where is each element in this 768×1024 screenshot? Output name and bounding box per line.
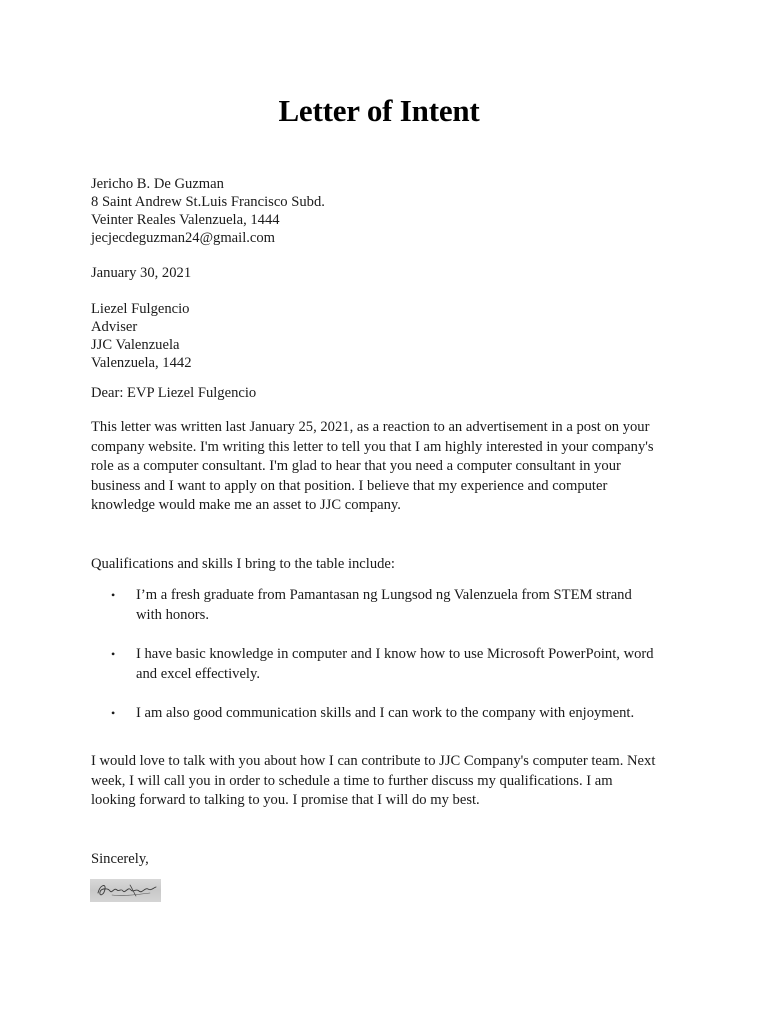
intro-line: This letter was written last January 25, 2021, as a reaction to an advertisement in a post on your	[91, 419, 650, 435]
intro-line: role as a computer consultant. I'm glad to hear that you need a computer consultant in your	[91, 458, 621, 474]
intro-line: knowledge would make me an asset to JJC company.	[91, 497, 401, 513]
date-text: January 30, 2021	[91, 265, 192, 281]
sender-address-line2: Veinter Reales Valenzuela, 1444	[91, 212, 280, 228]
salutation	[91, 384, 256, 402]
recipient-address-block	[91, 300, 192, 372]
bullet-icon: •	[111, 647, 116, 661]
closing-line: I would love to talk with you about how I can contribute to JJC Company's computer team. Next	[91, 753, 656, 769]
qualification-line: I’m a fresh graduate from Pamantasan ng Lungsod ng Valenzuela from STEM strand	[136, 587, 632, 603]
recipient-name: Liezel Fulgencio	[91, 301, 190, 317]
sender-address-block	[91, 175, 325, 247]
intro-paragraph	[91, 418, 691, 516]
salutation-text: Dear: EVP Liezel Fulgencio	[91, 385, 257, 401]
qualifications-intro-text: Qualifications and skills I bring to the table include:	[91, 556, 395, 572]
qualification-line: I am also good communication skills and I can work to the company with enjoyment.	[136, 705, 635, 721]
signature-image	[90, 879, 161, 902]
bullet-icon: •	[111, 706, 116, 720]
qualification-line: I have basic knowledge in computer and I know how to use Microsoft PowerPoint, word	[136, 646, 654, 662]
recipient-company: JJC Valenzuela	[91, 337, 180, 353]
sender-email: jecjecdeguzman24@gmail.com	[91, 230, 276, 246]
sender-name: Jericho B. De Guzman	[91, 176, 224, 192]
recipient-city: Valenzuela, 1442	[91, 355, 192, 371]
intro-line: company website. I'm writing this letter to tell you that I am highly interested in your company's	[91, 438, 654, 455]
closing-text: Sincerely,	[91, 851, 149, 867]
signature-scribble-icon	[90, 879, 161, 902]
intro-line: business and I want to apply on that position. I believe that my experience and computer	[91, 477, 608, 494]
bullet-icon: •	[111, 588, 116, 602]
qualifications-intro	[91, 555, 691, 575]
recipient-position: Adviser	[91, 319, 138, 335]
closing-line: looking forward to talking to you. I promise that I will do my best.	[91, 792, 480, 808]
qualification-line: with honors.	[136, 606, 209, 623]
qualification-line: and excel effectively.	[136, 665, 260, 682]
letter-date	[91, 264, 191, 282]
closing-line: week, I will call you in order to schedule a time to further discuss my qualifications. I am	[91, 772, 613, 789]
sender-address-line1: 8 Saint Andrew St.Luis Francisco Subd.	[91, 194, 325, 210]
document-title: Letter of Intent	[278, 93, 480, 128]
closing-block	[91, 850, 149, 868]
closing-paragraph	[91, 752, 691, 811]
